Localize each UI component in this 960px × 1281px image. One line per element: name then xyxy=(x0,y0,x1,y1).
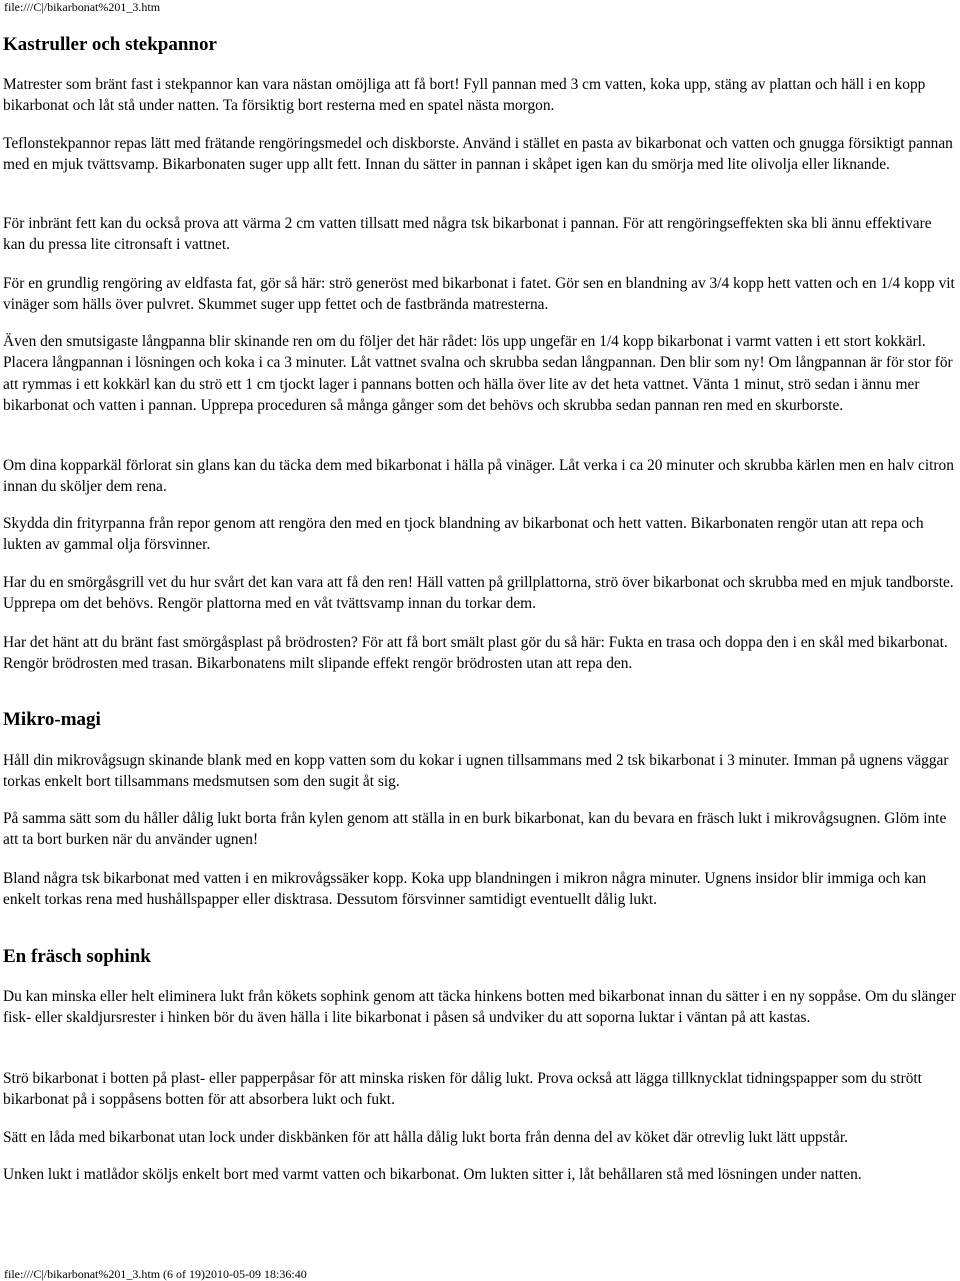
paragraph: För inbränt fett kan du också prova att värma 2 cm vatten tillsatt med några tsk bikarbonat i pannan. För att rengöringseffekten ska bli ännu effektivare kan du pressa lite citronsaft i vattnet. xyxy=(3,215,932,254)
heading-kastruller: Kastruller och stekpannor xyxy=(3,34,217,55)
paragraph: Även den smutsigaste långpanna blir skinande ren om du följer det här rådet: lös upp ungefär en 1/4 kopp bikarbonat i varmt vatten i ett stort kokkärl. Placera långpannan i lösningen och koka i ca 3 minuter. Låt vattnet svalna och skrubba sedan långpannan. Den blir som ny! Om långpannan är för stor för att rymmas i ett kokkärl kan du strö ett 1 cm tjockt lager i pannans botten och hälla över lite av det heta vattnet. Vänta 1 minut, strö sedan i ännu mer bikarbonat och vatten i pannan. Upprepa proceduren så många gånger som det behövs och skrubba sedan pannan ren med en skurborste. xyxy=(3,333,953,414)
heading-mikro-magi: Mikro-magi xyxy=(3,709,101,730)
paragraph: För en grundlig rengöring av eldfasta fat, gör så här: strö generöst med bikarbonat i fatet. Gör sen en blandning av 3/4 kopp hett vatten och en 1/4 kopp vit vinäger som hälls över pulvret. Skummet suger upp fettet och de fastbrända matresterna. xyxy=(3,275,955,314)
paragraph: Bland några tsk bikarbonat med vatten i en mikrovågssäker kopp. Koka upp blandningen i mikron några minuter. Ugnens insidor blir immiga och kan enkelt torkas rena med hushållspapper eller disktrasa. Dessutom försvinner samtidigt eventuellt dålig lukt. xyxy=(3,870,927,909)
paragraph: Strö bikarbonat i botten på plast- eller papperpåsar för att minska risken för dålig lukt. Prova också att lägga tillknycklat tidningspapper som du strött bikarbonat på i soppåsens botten för att absorbera lukt och fukt. xyxy=(3,1070,922,1109)
header-file-url: file:///C|/bikarbonat%201_3.htm xyxy=(4,0,161,14)
paragraph: Har du en smörgåsgrill vet du hur svårt det kan vara att få den ren! Häll vatten på grillplattorna, strö över bikarbonat och skrubba med en mjuk tandborste. Upprepa om det behövs. Rengör plattorna med en våt tvättsvamp innan du torkar dem. xyxy=(3,574,954,613)
paragraph: Skydda din frityrpanna från repor genom att rengöra den med en tjock blandning av bikarbonat och hett vatten. Bikarbonaten rengör utan att repa och lukten av gammal olja försvinner. xyxy=(3,515,924,554)
paragraph: Håll din mikrovågsugn skinande blank med en kopp vatten som du kokar i ugnen tillsammans med 2 tsk bikarbonat i 3 minuter. Imman på ugnens väggar torkas enkelt bort tillsammans medsmutsen som den sugit åt sig. xyxy=(3,752,949,791)
paragraph: Teflonstekpannor repas lätt med frätande rengöringsmedel och diskborste. Använd i stället en pasta av bikarbonat och vatten och gnugga försiktigt pannan med en mjuk tvättsvamp. Bikarbonaten suger upp allt fett. Innan du sätter in pannan i skåpet igen kan du smörja med lite olivolja eller liknande. xyxy=(3,135,953,174)
paragraph: Om dina kopparkäl förlorat sin glans kan du täcka dem med bikarbonat i hälla på vinäger. Låt verka i ca 20 minuter och skrubba kärlen men en halv citron innan du sköljer dem rena. xyxy=(3,457,954,496)
paragraph: Matrester som bränt fast i stekpannor kan vara nästan omöjliga att få bort! Fyll pannan med 3 cm vatten, koka upp, stäng av plattan och häll i en kopp bikarbonat och låt stå under natten. Ta försiktig bort resterna med en spatel nästa morgon. xyxy=(3,76,926,115)
paragraph: Sätt en låda med bikarbonat utan lock under diskbänken för att hålla dålig lukt borta från denna del av köket där otrevlig lukt lätt uppstår. xyxy=(3,1129,848,1146)
heading-sophink: En fräsch sophink xyxy=(3,946,151,967)
paragraph: Du kan minska eller helt eliminera lukt från kökets sophink genom att täcka hinkens botten med bikarbonat innan du sätter i en ny soppåse. Om du slänger fisk- eller skaldjursrester i hinken bör du även hälla i lite bikarbonat i påsen så undviker du att soporna luktar i väntan på att kastas. xyxy=(3,988,956,1027)
paragraph: Har det hänt att du bränt fast smörgåsplast på brödrosten? För att få bort smält plast gör du så här: Fukta en trasa och doppa den i en skål med bikarbonat. Rengör brödrosten med trasan. Bikarbonatens milt slipande effekt rengör brödrosten utan att repa den. xyxy=(3,634,948,673)
footer-file-info: file:///C|/bikarbonat%201_3.htm (6 of 19)2010-05-09 18:36:40 xyxy=(4,1267,307,1281)
paragraph: Unken lukt i matlådor sköljs enkelt bort med varmt vatten och bikarbonat. Om lukten sitter i, låt behållaren stå med lösningen under natten. xyxy=(3,1166,862,1183)
paragraph: På samma sätt som du håller dålig lukt borta från kylen genom att ställa in en burk bikarbonat, kan du bevara en fräsch lukt i mikrovågsugnen. Glöm inte att ta bort burken när du använder ugnen! xyxy=(3,810,947,849)
